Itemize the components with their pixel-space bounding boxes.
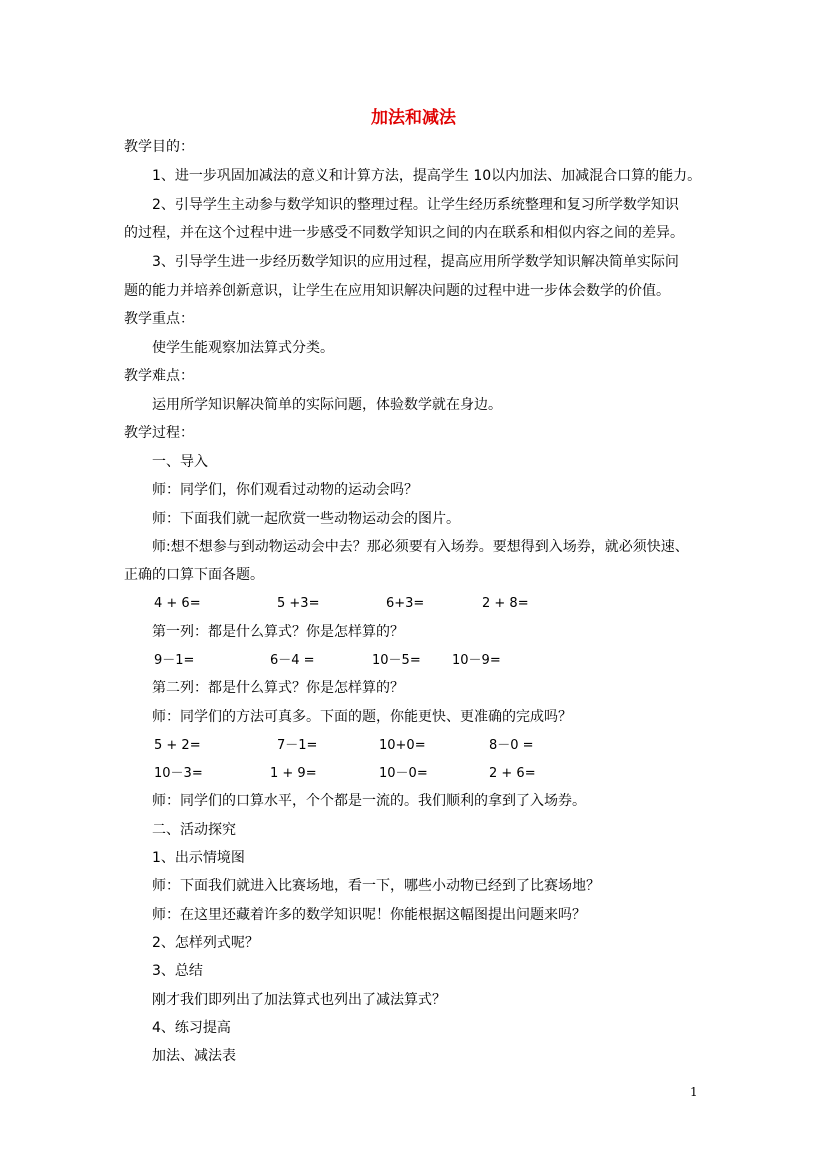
teacher-line: 师：下面我们就进入比赛场地，看一下，哪些小动物已经到了比赛场地？ (152, 878, 600, 894)
teacher-line: 师：同学们的方法可真多。下面的题，你能更快、更准确的完成吗？ (152, 709, 572, 725)
aim-item-2-cont: 的过程，并在这个过程中进一步感受不同数学知识之间的内在联系和相似内容之间的差异。 (124, 225, 684, 241)
teacher-line: 师：同学们，你们观看过动物的运动会吗？ (152, 482, 418, 498)
section-activity-heading: 二、活动探究 (152, 822, 236, 838)
aim-heading: 教学目的： (124, 139, 194, 155)
question-line: 第二列：都是什么算式？你是怎样算的？ (152, 680, 404, 696)
teacher-line-cont: 正确的口算下面各题。 (124, 567, 264, 583)
section-intro-heading: 一、导入 (152, 454, 208, 470)
aim-item-1: 1、进一步巩固加减法的意义和计算方法，提高学生 10以内加法、加减混合口算的能力。 (152, 168, 702, 184)
activity-item: 2、怎样列式呢？ (152, 935, 259, 951)
exercise: 10+0= (379, 738, 426, 753)
exercise: 2 + 6= (489, 766, 536, 781)
exercise: 4 + 6= (154, 596, 201, 611)
exercise: 10－5= (372, 653, 421, 668)
exercise: 10－3= (154, 766, 203, 781)
difficulty-text: 运用所学知识解决简单的实际问题，体验数学就在身边。 (152, 397, 502, 413)
aim-item-3-cont: 题的能力并培养创新意识，让学生在应用知识解决问题的过程中进一步体会数学的价值。 (124, 283, 670, 299)
teacher-line: 师：下面我们就一起欣赏一些动物运动会的图片。 (152, 511, 460, 527)
exercise: 8－0 = (489, 738, 534, 753)
question-line: 第一列：都是什么算式？你是怎样算的？ (152, 624, 404, 640)
teacher-line: 师：在这里还藏着许多的数学知识呢！你能根据这幅图提出问题来吗？ (152, 907, 586, 923)
exercise: 10－0= (379, 766, 428, 781)
page-number: 1 (690, 1085, 698, 1099)
exercise: 5 +3= (277, 596, 320, 611)
exercise: 7－1= (277, 738, 318, 753)
difficulty-heading: 教学难点： (124, 368, 194, 384)
teacher-line: 师:想不想参与到动物运动会中去？那必须要有入场券。要想得到入场券，就必须快速、 (152, 539, 689, 555)
aim-item-2: 2、引导学生主动参与数学知识的整理过程。让学生经历系统整理和复习所学数学知识 (152, 197, 679, 213)
summary-line: 刚才我们即列出了加法算式也列出了减法算式？ (152, 992, 446, 1008)
process-heading: 教学过程： (124, 425, 194, 441)
key-point-heading: 教学重点： (124, 311, 194, 327)
exercise: 1 + 9= (270, 766, 317, 781)
exercise: 2 + 8= (482, 596, 529, 611)
exercise: 9－1= (154, 653, 195, 668)
activity-item: 3、总结 (152, 963, 203, 979)
exercise: 6+3= (386, 596, 425, 611)
document-title: 加法和减法 (371, 108, 456, 128)
key-point-text: 使学生能观察加法算式分类。 (152, 340, 334, 356)
activity-item: 1、出示情境图 (152, 850, 245, 866)
teacher-line: 师：同学们的口算水平，个个都是一流的。我们顺利的拿到了入场券。 (152, 793, 586, 809)
exercise: 6－4 = (270, 653, 315, 668)
activity-item: 4、练习提高 (152, 1020, 231, 1036)
exercise: 10－9= (452, 653, 501, 668)
aim-item-3: 3、引导学生进一步经历数学知识的应用过程，提高应用所学数学知识解决简单实际问 (152, 254, 679, 270)
exercise: 5 + 2= (154, 738, 201, 753)
practice-line: 加法、减法表 (152, 1048, 236, 1064)
